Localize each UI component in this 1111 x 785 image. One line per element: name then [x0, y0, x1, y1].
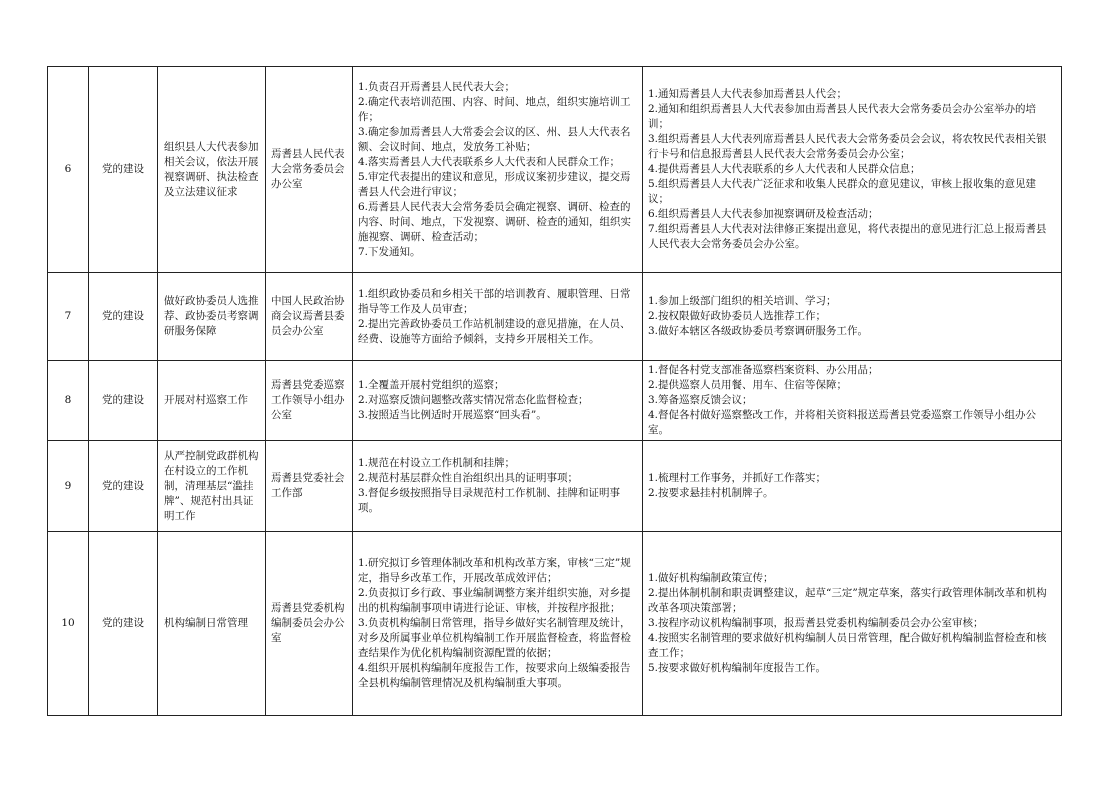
duty-line: 4.按照实名制管理的要求做好机构编制人员日常管理，配合做好机构编制监督检查和核查工作；	[648, 632, 1047, 659]
duty-line: 4.落实焉耆县人大代表联系乡人大代表和人民群众工作；	[358, 155, 621, 168]
duty-line: 3.督促乡级按照指导目录规范村工作机制、挂牌和证明事项。	[358, 487, 621, 514]
duty-line: 3.负责机构编制日常管理，指导乡做好实名制管理及统计，对乡及所属事业单位机构编制工作开展监督检查，将监督检查结果作为优化机构编制资源配置的依据；	[358, 617, 631, 659]
row-department: 焉耆县党委社会工作部	[266, 441, 353, 532]
table-row	[48, 67, 1062, 273]
duty-line: 2.对巡察反馈问题整改落实情况常态化监督检查；	[358, 394, 589, 406]
duty-line: 4.组织开展机构编制年度报告工作，按要求向上级编委报告全县机构编制管理情况及机构编制重大事项。	[358, 662, 631, 689]
duty-line: 5.审定代表提出的建议和意见，形成议案初步建议，提交焉耆县人代会进行审议；	[358, 170, 631, 198]
row-task: 从严控制党政群机构在村设立的工作机制，清理基层“滥挂牌”、规范村出具证明工作	[158, 441, 266, 532]
duty-line: 3.组织焉耆县人大代表列席焉耆县人民代表大会常务委员会会议，将农牧民代表相关银行卡号和信息报焉耆县人民代表大会常务委员会办公室；	[648, 133, 1047, 160]
duty-line: 6.焉耆县人民代表大会常务委员会确定视察、调研、检查的内容、时间、地点，下发视察、调研、检查的通知，组织实施视察、调研、检查活动；	[358, 200, 631, 243]
row-task: 组织县人大代表参加相关会议，依法开展视察调研、执法检查及立法建议征求	[158, 67, 266, 273]
row-county-duties	[353, 361, 643, 441]
duty-line: 1.组织政协委员和乡相关干部的培训教育、履职管理、日常指导等工作及人员审查；	[358, 287, 631, 315]
row-county-duties	[353, 273, 643, 361]
row-township-duties	[643, 441, 1062, 532]
duty-line: 2.提出完善政协委员工作站机制建设的意见措施，在人员、经费、设施等方面给予倾斜，支持乡开展相关工作。	[358, 317, 631, 345]
duty-line: 1.做好机构编制政策宣传；	[648, 572, 774, 584]
duty-line: 2.按权限做好政协委员人选推荐工作；	[648, 310, 827, 322]
row-township-duties	[643, 67, 1062, 273]
row-township-duties	[643, 361, 1062, 441]
duty-line: 2.规范村基层群众性自治组织出具的证明事项；	[358, 472, 579, 484]
duty-line: 3.按照适当比例适时开展巡察“回头看”。	[358, 409, 547, 421]
duty-line: 3.按程序动议机构编制事项，报焉耆县党委机构编制委员会办公室审核；	[648, 617, 984, 629]
row-number: 9	[48, 441, 89, 532]
row-department: 中国人民政治协商会议焉耆县委员会办公室	[266, 273, 353, 361]
row-department: 焉耆县党委机构编制委员会办公室	[266, 532, 353, 716]
row-category: 党的建设	[89, 67, 158, 273]
row-category: 党的建设	[89, 273, 158, 361]
row-county-duties	[353, 67, 643, 273]
duty-line: 2.按要求悬挂村机制牌子。	[648, 487, 774, 499]
row-number: 6	[48, 67, 89, 273]
duty-line: 3.确定参加焉耆县人大常委会会议的区、州、县人大代表名额、会议时间、地点，发放务工补贴；	[358, 125, 631, 153]
duty-line: 2.提供巡察人员用餐、用车、住宿等保障；	[648, 379, 848, 391]
duty-line: 1.督促各村党支部准备巡察档案资料、办公用品；	[648, 364, 879, 376]
duty-line: 4.督促各村做好巡察整改工作，并将相关资料报送焉耆县党委巡察工作领导小组办公室。	[648, 409, 1037, 436]
table-row	[48, 273, 1062, 361]
row-task: 做好政协委员人选推荐、政协委员考察调研服务保障	[158, 273, 266, 361]
duty-line: 1.研究拟订乡管理体制改革和机构改革方案，审核“三定”规定，指导乡改革工作，开展改革成效评估；	[358, 557, 631, 584]
table-row	[48, 361, 1062, 441]
row-number: 8	[48, 361, 89, 441]
row-number: 7	[48, 273, 89, 361]
duty-line: 5.按要求做好机构编制年度报告工作。	[648, 662, 827, 674]
duty-line: 6.组织焉耆县人大代表参加视察调研及检查活动；	[648, 208, 879, 220]
duty-line: 1.全覆盖开展村党组织的巡察；	[358, 379, 505, 391]
duty-line: 1.通知焉耆县人大代表参加焉耆县人代会；	[648, 88, 848, 100]
duty-line: 1.参加上级部门组织的相关培训、学习；	[648, 295, 837, 307]
row-task: 开展对村巡察工作	[158, 361, 266, 441]
duty-line: 3.做好本辖区各级政协委员考察调研服务工作。	[648, 325, 869, 337]
duty-line: 2.确定代表培训范围、内容、时间、地点，组织实施培训工作；	[358, 95, 631, 123]
duty-line: 1.规范在村设立工作机制和挂牌；	[358, 457, 516, 469]
duty-line: 7.下发通知。	[358, 245, 421, 258]
row-department: 焉耆县党委巡察工作领导小组办公室	[266, 361, 353, 441]
row-township-duties	[643, 273, 1062, 361]
row-category: 党的建设	[89, 532, 158, 716]
row-county-duties	[353, 441, 643, 532]
duty-line: 2.负责拟订乡行政、事业编制调整方案并组织实施，对乡提出的机构编制事项申请进行论证、审核，并按程序报批；	[358, 587, 631, 614]
duty-line: 4.提供焉耆县人大代表联系的乡人大代表和人民群众信息；	[648, 163, 921, 175]
responsibility-table	[47, 66, 1062, 716]
row-township-duties	[643, 532, 1062, 716]
row-task: 机构编制日常管理	[158, 532, 266, 716]
table-row	[48, 441, 1062, 532]
duty-line: 5.组织焉耆县人大代表广泛征求和收集人民群众的意见建议，审核上报收集的意见建议；	[648, 178, 1037, 205]
row-category: 党的建设	[89, 441, 158, 532]
duty-line: 7.组织焉耆县人大代表对法律修正案提出意见，将代表提出的意见进行汇总上报焉耆县人民代表大会常务委员会办公室。	[648, 223, 1047, 250]
duty-line: 3.筹备巡察反馈会议；	[648, 394, 753, 406]
duty-line: 2.提出体制机制和职责调整建议，起草“三定”规定草案，落实行政管理体制改革和机构改革各项决策部署；	[648, 587, 1047, 614]
row-department: 焉耆县人民代表大会常务委员会办公室	[266, 67, 353, 273]
row-county-duties	[353, 532, 643, 716]
table-row	[48, 532, 1062, 716]
row-number: 10	[48, 532, 89, 716]
duty-line: 1.梳理村工作事务，并抓好工作落实；	[648, 472, 827, 484]
duty-line: 2.通知和组织焉耆县人大代表参加由焉耆县人民代表大会常务委员会办公室举办的培训；	[648, 103, 1037, 130]
row-category: 党的建设	[89, 361, 158, 441]
duty-line: 1.负责召开焉耆县人民代表大会；	[358, 80, 516, 93]
